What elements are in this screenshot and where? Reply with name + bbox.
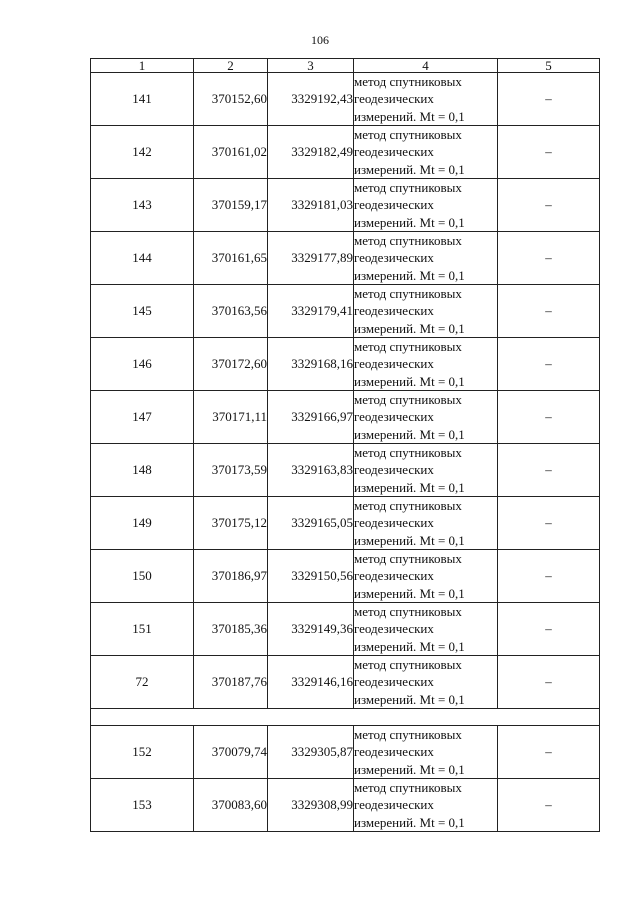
dash-cell: – [498,73,600,126]
method-line: геодезических [354,197,434,213]
method-line: измерений. Mt = 0,1 [354,479,465,495]
page-number: 106 [311,33,329,47]
method-description [354,726,498,779]
table-row [91,656,600,709]
coordinate-x: 370185,36 [194,603,268,656]
method-description [354,603,498,656]
point-number: 149 [91,497,194,550]
method-line: измерений. Mt = 0,1 [354,761,465,777]
method-line: геодезических [354,621,434,637]
coordinate-y: 3329149,36 [268,603,354,656]
method-line: геодезических [354,744,434,760]
method-line: геодезических [354,409,434,425]
method-line: метод спутниковых [354,445,462,461]
dash-cell: – [498,232,600,285]
method-line: геодезических [354,568,434,584]
method-description [354,179,498,232]
table-row [91,73,600,126]
method-line: геодезических [354,91,434,107]
method-description [354,497,498,550]
coordinate-x: 370163,56 [194,285,268,338]
method-line: измерений. Mt = 0,1 [354,426,465,442]
table-row [91,232,600,285]
method-line: измерений. Mt = 0,1 [354,108,465,124]
coordinate-y: 3329181,03 [268,179,354,232]
method-line: метод спутниковых [354,286,462,302]
coordinate-y: 3329165,05 [268,497,354,550]
column-header: 2 [194,59,268,73]
method-description [354,550,498,603]
method-line: геодезических [354,303,434,319]
dash-cell: – [498,285,600,338]
point-number: 72 [91,656,194,709]
dash-cell: – [498,726,600,779]
method-line: метод спутниковых [354,233,462,249]
method-line: метод спутниковых [354,727,462,743]
method-line: метод спутниковых [354,498,462,514]
method-line: геодезических [354,462,434,478]
coordinate-x: 370172,60 [194,338,268,391]
method-line: геодезических [354,515,434,531]
method-description [354,656,498,709]
table-row [91,338,600,391]
coordinate-y: 3329179,41 [268,285,354,338]
point-number: 147 [91,391,194,444]
dash-cell: – [498,444,600,497]
method-line: измерений. Mt = 0,1 [354,691,465,707]
coordinate-x: 370173,59 [194,444,268,497]
coordinate-y: 3329177,89 [268,232,354,285]
point-number: 146 [91,338,194,391]
method-line: измерений. Mt = 0,1 [354,532,465,548]
method-line: метод спутниковых [354,551,462,567]
coordinate-y: 3329308,99 [268,779,354,832]
coordinate-y: 3329163,83 [268,444,354,497]
point-number: 143 [91,179,194,232]
point-number: 142 [91,126,194,179]
coordinate-x: 370079,74 [194,726,268,779]
table-row [91,391,600,444]
table-row [91,285,600,338]
method-description [354,338,498,391]
coordinate-y: 3329146,16 [268,656,354,709]
method-line: измерений. Mt = 0,1 [354,585,465,601]
method-line: метод спутниковых [354,392,462,408]
coordinate-y: 3329305,87 [268,726,354,779]
method-line: геодезических [354,674,434,690]
coordinate-x: 370186,97 [194,550,268,603]
coordinate-x: 370161,02 [194,126,268,179]
method-description [354,126,498,179]
method-line: измерений. Mt = 0,1 [354,638,465,654]
method-description [354,444,498,497]
coordinate-x: 370187,76 [194,656,268,709]
method-line: метод спутниковых [354,180,462,196]
coordinate-x: 370175,12 [194,497,268,550]
method-line: геодезических [354,797,434,813]
coordinate-y: 3329168,16 [268,338,354,391]
table-row [91,603,600,656]
method-line: геодезических [354,356,434,372]
method-line: геодезических [354,250,434,266]
point-number: 150 [91,550,194,603]
point-number: 144 [91,232,194,285]
dash-cell: – [498,779,600,832]
column-header: 4 [354,59,498,73]
method-line: метод спутниковых [354,339,462,355]
coordinate-x: 370161,65 [194,232,268,285]
method-line: геодезических [354,144,434,160]
method-description [354,285,498,338]
method-line: метод спутниковых [354,657,462,673]
table-row [91,779,600,832]
coordinate-x: 370159,17 [194,179,268,232]
table-row [91,497,600,550]
separator-cell [91,709,600,726]
coordinate-x: 370171,11 [194,391,268,444]
dash-cell: – [498,656,600,709]
column-header: 5 [498,59,600,73]
dash-cell: – [498,126,600,179]
dash-cell: – [498,550,600,603]
column-header: 3 [268,59,354,73]
coordinate-y: 3329192,43 [268,73,354,126]
method-line: метод спутниковых [354,127,462,143]
method-description [354,391,498,444]
point-number: 141 [91,73,194,126]
method-line: метод спутниковых [354,780,462,796]
column-header: 1 [91,59,194,73]
method-line: метод спутниковых [354,74,462,90]
point-number: 152 [91,726,194,779]
point-number: 148 [91,444,194,497]
dash-cell: – [498,391,600,444]
table-row [91,550,600,603]
table-row [91,126,600,179]
coordinate-x: 370083,60 [194,779,268,832]
table-row [91,179,600,232]
point-number: 145 [91,285,194,338]
method-line: измерений. Mt = 0,1 [354,267,465,283]
coordinate-y: 3329166,97 [268,391,354,444]
table-header-row [91,59,600,73]
point-number: 151 [91,603,194,656]
table-row [91,444,600,497]
dash-cell: – [498,497,600,550]
dash-cell: – [498,603,600,656]
method-description [354,779,498,832]
point-number: 153 [91,779,194,832]
table-row [91,726,600,779]
coordinates-table [90,58,600,832]
dash-cell: – [498,338,600,391]
coordinate-y: 3329182,49 [268,126,354,179]
method-line: измерений. Mt = 0,1 [354,161,465,177]
method-line: измерений. Mt = 0,1 [354,814,465,830]
method-line: измерений. Mt = 0,1 [354,373,465,389]
coordinate-y: 3329150,56 [268,550,354,603]
method-description [354,232,498,285]
method-line: измерений. Mt = 0,1 [354,214,465,230]
method-description [354,73,498,126]
dash-cell: – [498,179,600,232]
method-line: метод спутниковых [354,604,462,620]
coordinate-x: 370152,60 [194,73,268,126]
method-line: измерений. Mt = 0,1 [354,320,465,336]
separator-row [91,709,600,726]
